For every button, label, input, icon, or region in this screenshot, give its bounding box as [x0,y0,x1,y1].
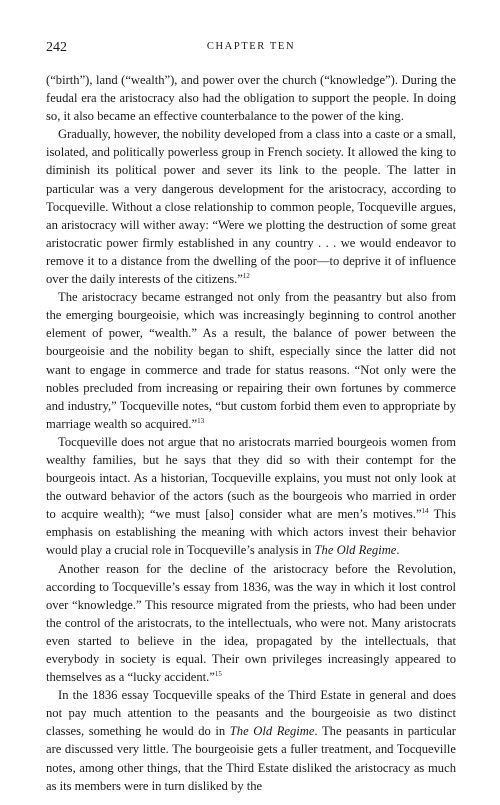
paragraph [46,288,456,433]
footnote-marker: 13 [197,416,205,425]
text-segment: . [396,543,400,558]
paragraph [46,686,456,795]
paragraph [46,560,456,687]
book-title: The Old Regime [229,724,315,739]
footnote-marker: 14 [421,507,429,516]
book-page [46,40,456,795]
text-segment: . The peasants in particular are discussed very little. The bourgeoisie gets a fuller treatment, and Tocqueville notes, among other things, that the Third Estate disliked the aristocracy as much as its members were in turn disliked by the [46,724,456,793]
text-segment: (“birth”), land (“wealth”), and power over the church (“knowledge”). During the feudal era the aristocracy also had the obligation to support the people. In doing so, it also became an effective counterbalance to the power of the king. [46,73,456,124]
footnote-marker: 12 [242,272,250,281]
text-segment: Gradually, however, the nobility developed from a class into a caste or a small, isolated, and politically powerless group in French society. It allowed the king to diminish its political power and sever its link to the people. The latter in particular was a very dangerous development for the aristocracy, according to Tocqueville. Without a close relationship to common people, Tocqueville argues, an aristocracy will wither away: “Were we plotting the destruction of some great aristocratic power firmly established in any country . . . we would endeavor to remove it to a distance from the dwelling of the poor—to deprive it of influence over the daily interests of the citizens.” [46,127,456,287]
text-segment: The aristocracy became estranged not only from the peasantry but also from the emerging bourgeoisie, which was increasingly beginning to control another element of power, “wealth.” As a result, the balance of power between the bourgeoisie and the nobility began to shift, especially since the latter did not want to engage in commerce and trade for status reasons. “Not only were the nobles precluded from increasing or repairing their own fortunes by commerce and industry,” Tocqueville notes, “but custom forbid them even to appropriate by marriage wealth so acquired.” [46,290,456,431]
paragraph [46,125,456,288]
paragraph [46,71,456,125]
page-number: 242 [46,40,67,55]
body-text [46,71,456,795]
text-segment: Tocqueville does not argue that no aristocrats married bourgeois women from wealthy families, but he says that they did so with their contempt for the bourgeois intact. As a historian, Tocqueville explains, you must not only look at the outward behavior of the actors (such as the bourgeois who married in order to acquire wealth); “we must [also] consider what are men’s motives.” [46,434,456,522]
footnote-marker: 15 [214,670,222,679]
book-title: The Old Regime [314,543,397,558]
running-head [46,40,456,62]
text-segment: In the 1836 essay Tocqueville speaks of the Third Estate in general and does not pay much attention to the peasants and the bourgeoisie as two distinct classes, something he would do in [46,688,456,739]
text-segment: Another reason for the decline of the aristocracy before the Revolution, according to Tocqueville’s essay from 1836, was the way in which it lost control over “knowledge.” This resource migrated from the priests, who had been under the control of the aristocrats, to the intellectuals, who were not. Many aristocrats even started to believe in the idea, propagated by the intellectuals, that everybody in society is equal. Their own privileges increasingly appeared to themselves as a “lucky accident.” [46,561,456,685]
paragraph [46,433,456,560]
text-segment: This emphasis on establishing the meaning with which actors invest their behavior would play a crucial role in Tocqueville’s analysis in [46,507,456,558]
chapter-title: CHAPTER TEN [206,41,296,52]
